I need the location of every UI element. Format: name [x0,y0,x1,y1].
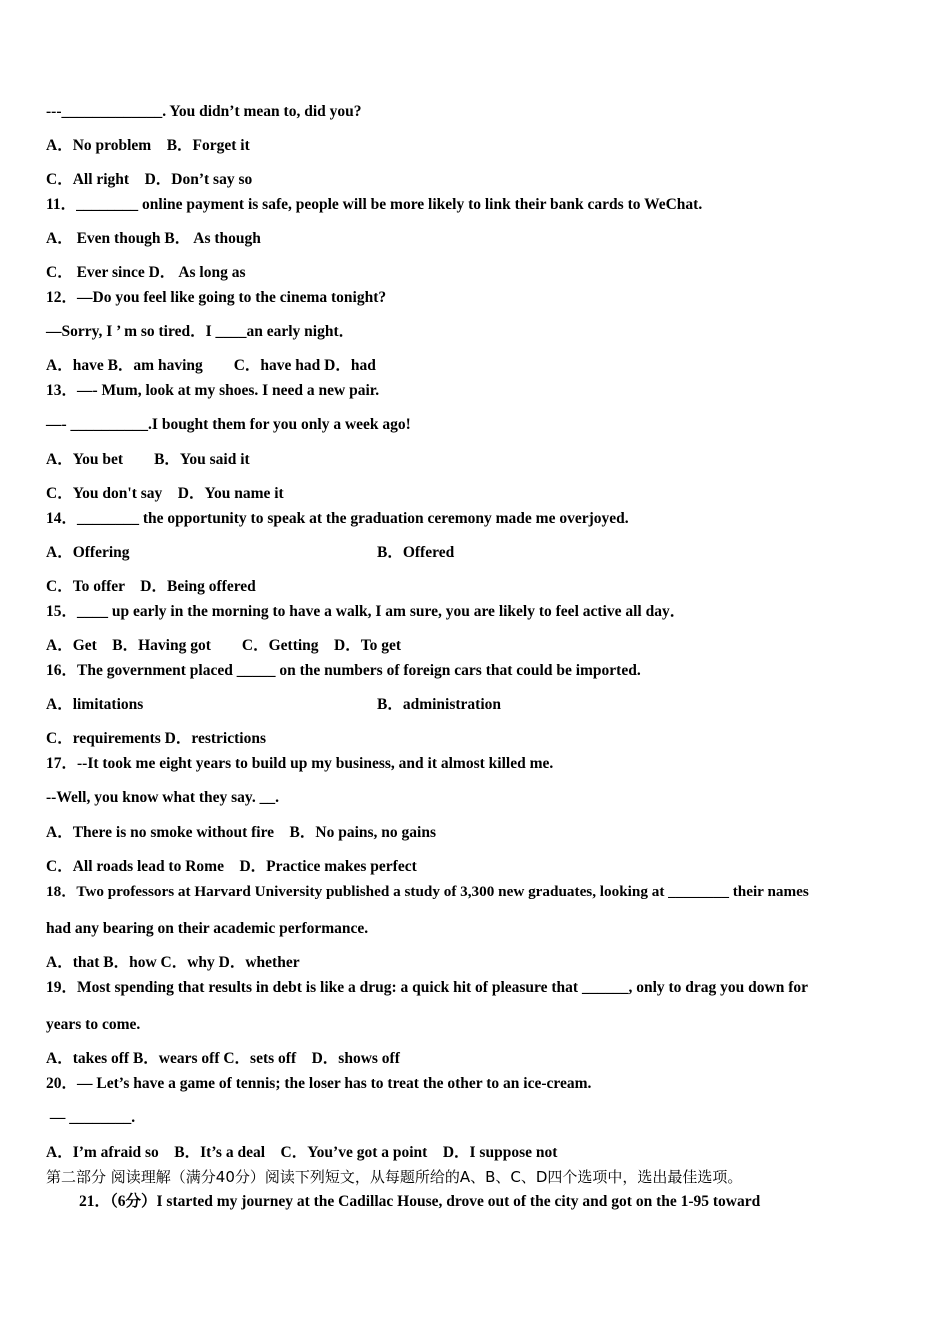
option-line: B．administration [377,696,502,713]
question-13: 13．—- Mum, look at my shoes. I need a new pair. [46,382,380,399]
question-14: 14．________ the opportunity to speak at the graduation ceremony made me overjoyed. [46,510,629,527]
question-15: 15．____ up early in the morning to have a walk, I am sure, you are likely to feel active all day． [46,603,686,620]
text-line: —Sorry, I ’ m so tired．I ____an early night． [46,323,355,340]
option-line: A．takes off B．wears off C．sets off D．shows off [46,1050,400,1067]
option-line: C．You don't say D．You name it [46,485,284,502]
question-12: 12．—Do you feel like going to the cinema tonight? [46,289,387,306]
section-heading: 第二部分 阅读理解（满分40分）阅读下列短文，从每题所给的A、B、C、D四个选项中，选出最佳选项。 [46,1168,743,1186]
question-21: 21．（6分）I started my journey at the Cadillac House, drove out of the city and got on the 1-95 toward [79,1193,761,1210]
option-line: C．All right D．Don’t say so [46,171,253,188]
option-line: A．No problem B．Forget it [46,137,250,154]
option-line: C．To offer D．Being offered [46,578,256,595]
option-line: A．Get B．Having got C．Getting D．To get [46,637,402,654]
option-line: A． Even though B． As though [46,230,261,247]
text-line: —- __________.I bought them for you only a week ago! [46,416,411,433]
question-16: 16．The government placed _____ on the numbers of foreign cars that could be imported. [46,662,641,679]
option-line: C．All roads lead to Rome D．Practice makes perfect [46,858,417,875]
option-line: A．have B．am having C．have had D．had [46,357,376,374]
option-line: A．There is no smoke without fire B．No pains, no gains [46,824,436,841]
text-line: --Well, you know what they say. __. [46,789,279,806]
option-line: A．limitations [46,696,144,713]
question-17: 17．--It took me eight years to build up my business, and it almost killed me. [46,755,554,772]
option-line: A．I’m afraid so B．It’s a deal C．You’ve got a point D．I suppose not [46,1144,558,1161]
question-20: 20．— Let’s have a game of tennis; the loser has to treat the other to an ice-cream. [46,1075,592,1092]
question-11: 11．________ online payment is safe, people will be more likely to link their bank cards to WeChat. [46,196,703,213]
option-line: A．Offering [46,544,130,561]
option-line: B．Offered [377,544,455,561]
option-line: A．that B．how C．why D．whether [46,954,300,971]
text-line: years to come. [46,1016,141,1033]
option-line: C．requirements D．restrictions [46,730,266,747]
question-19: 19．Most spending that results in debt is like a drug: a quick hit of pleasure that ______, only to drag you down for [46,979,809,996]
text-line: ---_____________. You didn’t mean to, did you? [46,103,362,120]
option-line: C． Ever since D． As long as [46,264,246,281]
text-line: — ________. [46,1109,136,1126]
text-line: had any bearing on their academic performance. [46,920,369,937]
option-line: A．You bet B．You said it [46,451,250,468]
question-18: 18．Two professors at Harvard University published a study of 3,300 new graduates, looking at ________ their names [46,883,809,900]
